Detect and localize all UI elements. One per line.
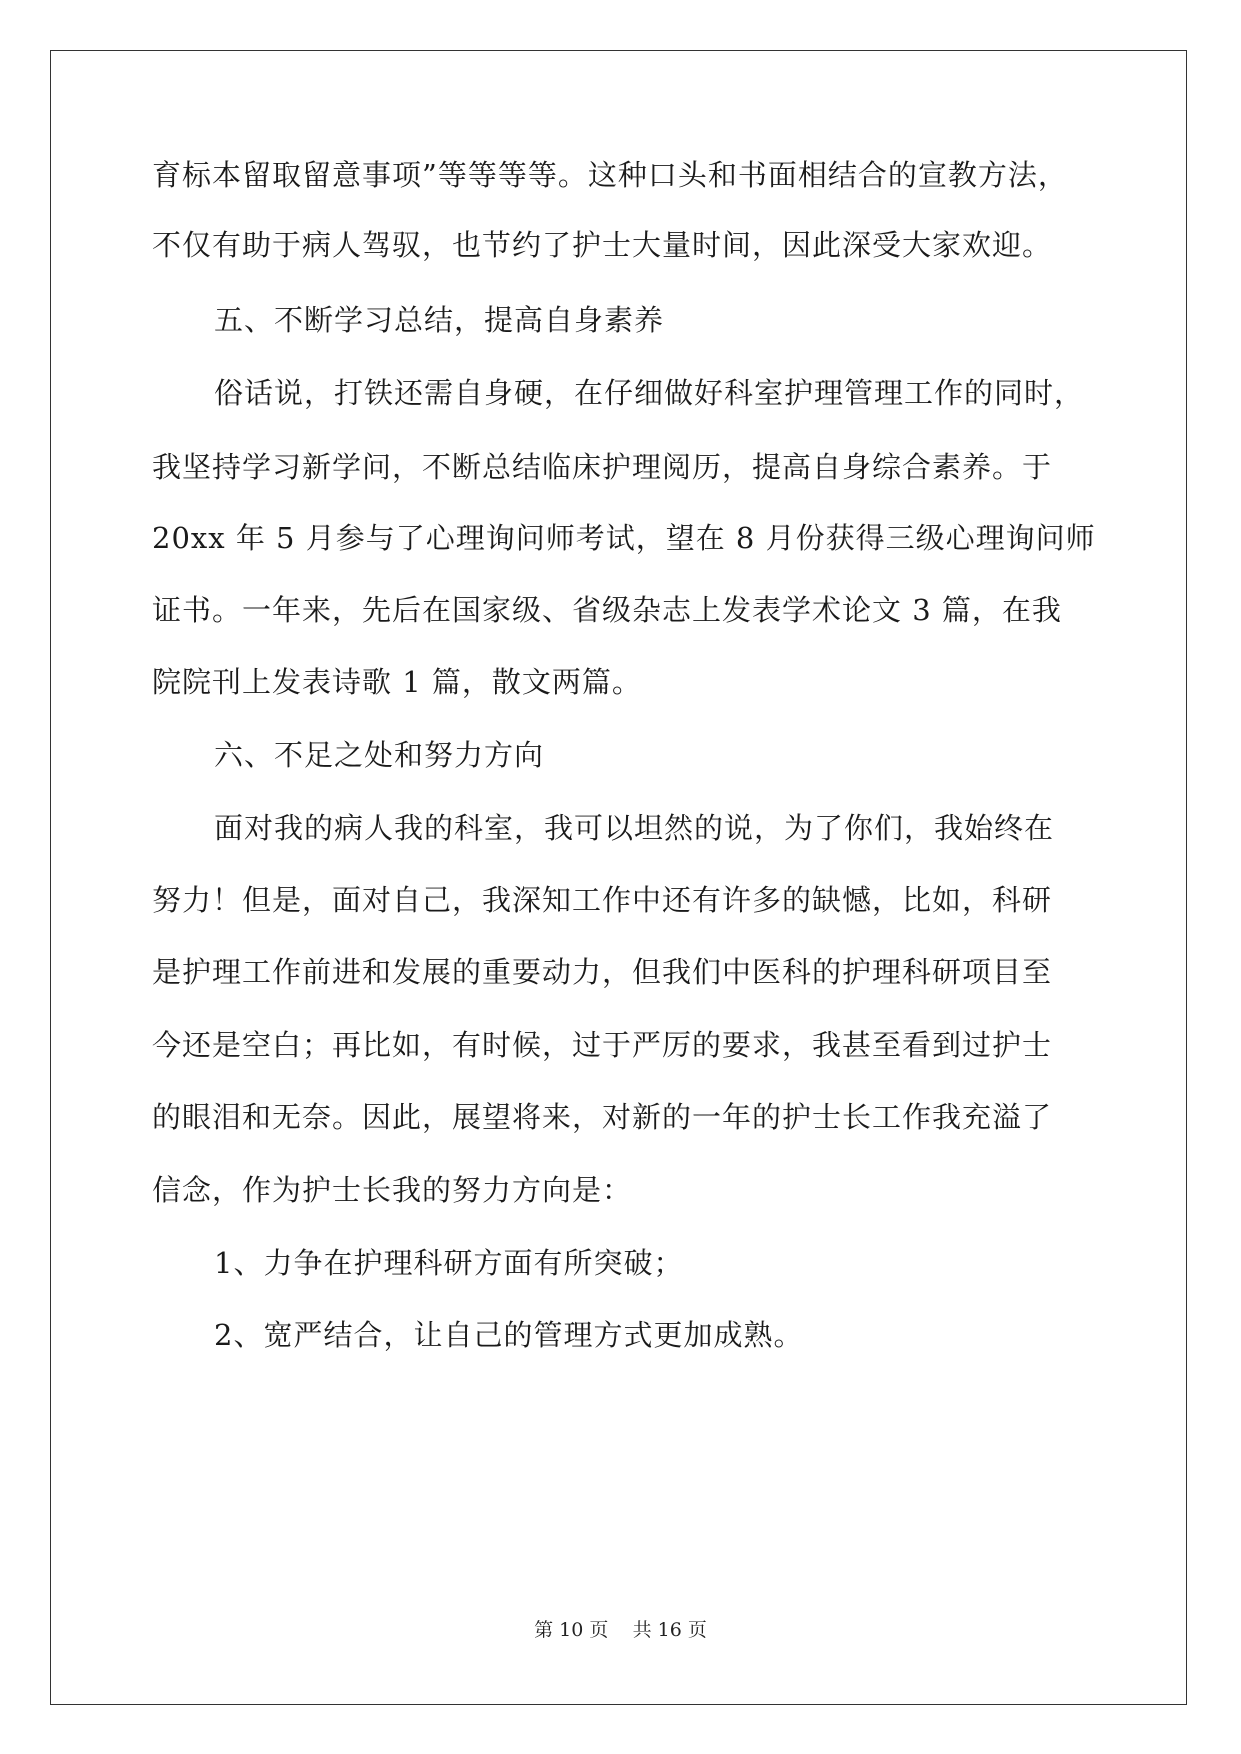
page-border (50, 50, 1187, 1705)
body-text-line: 今还是空白；再比如，有时候，过于严厉的要求，我甚至看到过护士 (152, 1028, 1053, 1062)
list-item-2: 2、宽严结合，让自己的管理方式更加成熟。 (214, 1318, 804, 1352)
body-text-line: 努力！但是，面对自己，我深知工作中还有许多的缺憾，比如，科研 (152, 883, 1053, 917)
body-text-line: 的眼泪和无奈。因此，展望将来，对新的一年的护士长工作我充溢了 (152, 1100, 1053, 1134)
section-heading-6: 六、不足之处和努力方向 (214, 738, 545, 772)
page-number: 第 10 页 (534, 1619, 609, 1641)
body-text-line: 育标本留取留意事项”等等等等。这种口头和书面相结合的宣教方法， (152, 158, 1068, 192)
body-text-line: 20xx 年 5 月参与了心理询问师考试，望在 8 月份获得三级心理询问师 (152, 521, 1096, 555)
body-text-line: 院院刊上发表诗歌 1 篇，散文两篇。 (152, 665, 642, 699)
list-item-1: 1、力争在护理科研方面有所突破； (214, 1246, 684, 1280)
body-text-line: 信念，作为护士长我的努力方向是： (152, 1173, 633, 1207)
paragraph-first-line: 俗话说，打铁还需自身硬，在仔细做好科室护理管理工作的同时， (214, 376, 1085, 410)
paragraph-first-line: 面对我的病人我的科室，我可以坦然的说，为了你们，我始终在 (214, 811, 1055, 845)
body-text-line: 证书。一年来，先后在国家级、省级杂志上发表学术论文 3 篇，在我 (152, 593, 1062, 627)
page-total: 共 16 页 (632, 1619, 707, 1641)
body-text-line: 我坚持学习新学问，不断总结临床护理阅历，提高自身综合素养。于 (152, 450, 1053, 484)
body-text-line: 不仅有助于病人驾驭，也节约了护士大量时间，因此深受大家欢迎。 (152, 228, 1053, 262)
section-heading-5: 五、不断学习总结，提高自身素养 (214, 303, 665, 337)
page-footer (0, 1618, 1241, 1642)
body-text-line: 是护理工作前进和发展的重要动力，但我们中医科的护理科研项目至 (152, 955, 1053, 989)
